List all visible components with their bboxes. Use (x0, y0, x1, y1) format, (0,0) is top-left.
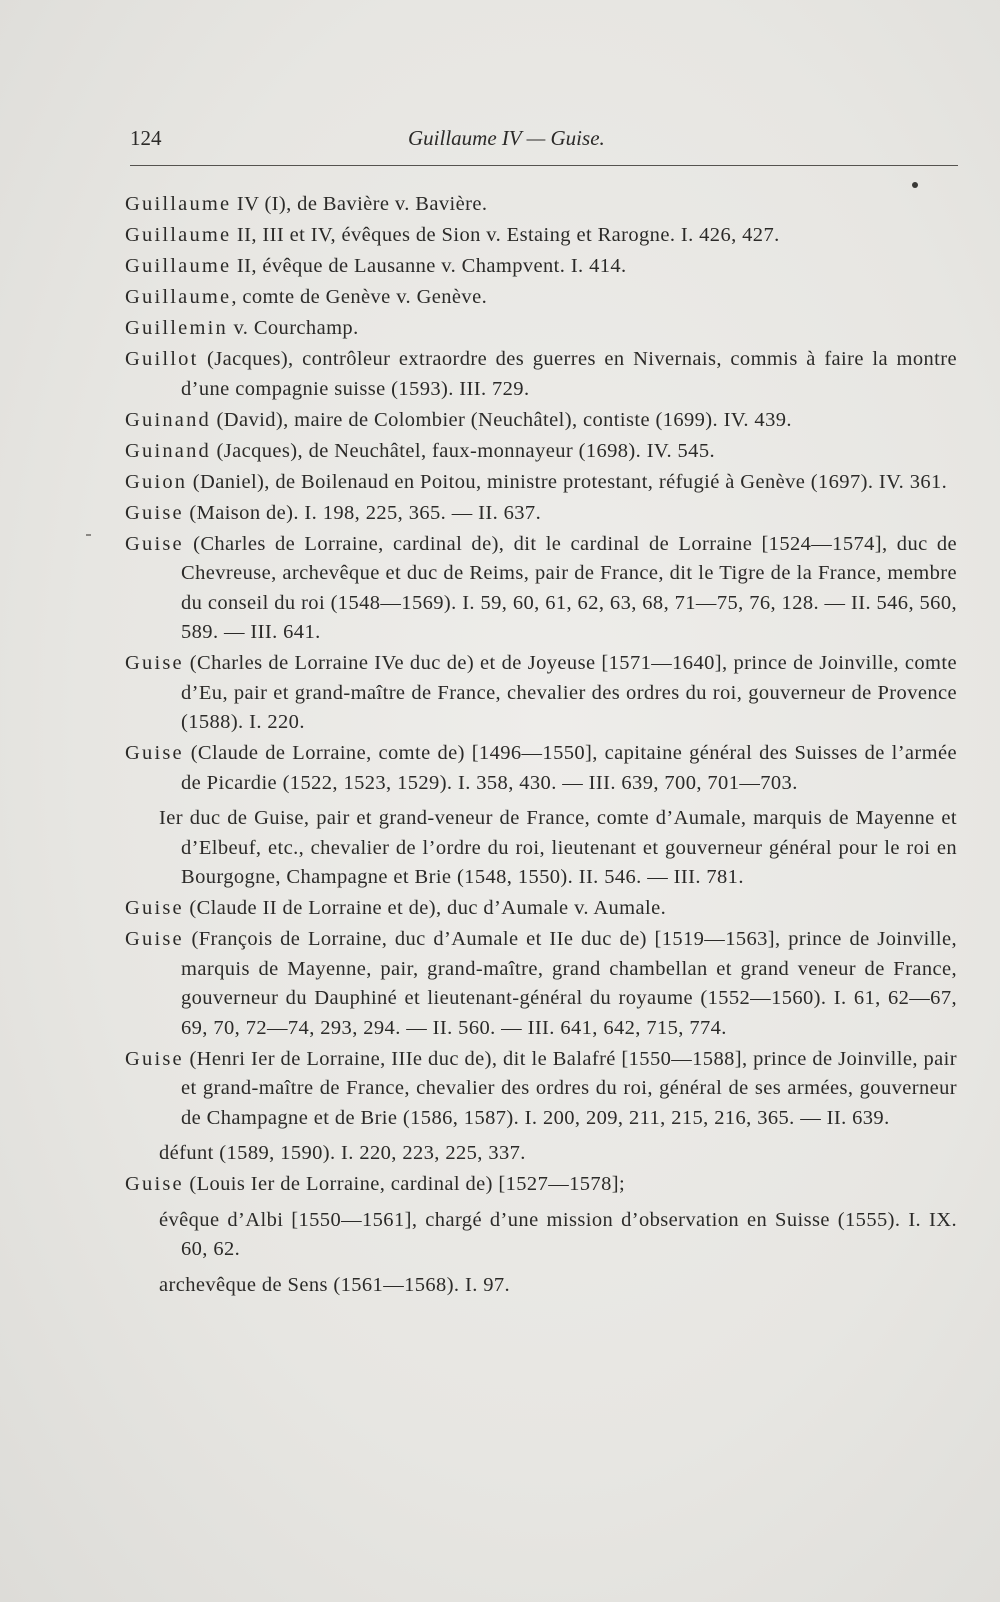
index-entry (125, 314, 957, 344)
page-number: 124 (130, 126, 162, 150)
entry-text: évêque d’Albi [1550—1561], chargé d’une mission d’observation en Suisse (1555). I. IX. 60, 62. (159, 1208, 957, 1260)
index-entry (125, 437, 957, 467)
entry-text: défunt (1589, 1590). I. 220, 223, 225, 337. (159, 1142, 526, 1164)
entry-text: , comte de Genève v. Genève. (231, 286, 488, 308)
entry-text: v. Courchamp. (227, 317, 359, 339)
entry-text: (Charles de Lorraine IVe duc de) et de Joyeuse [1571—1640], prince de Joinville, comte d’Eu, pair et grand-maître de France, chevalier des ordres du roi, gouverneur de Provence (1588). I. 220. (181, 652, 957, 733)
index-entry (125, 499, 957, 529)
index-entry (125, 252, 957, 282)
entry-name: Guise (125, 1047, 184, 1070)
index-entry (125, 925, 957, 1043)
entry-name: Guise (125, 928, 184, 950)
entry-text: (Louis Ier de Lorraine, cardinal de) [1527—1578]; (183, 1173, 626, 1195)
entry-text: II, III et IV, évêques de Sion v. Estaing et Rarogne. I. 426, 427. (231, 224, 780, 246)
entry-text: II, évêque de Lausanne v. Champvent. I. 414. (231, 255, 627, 277)
index-entry (125, 1045, 957, 1134)
index-subentry (125, 1271, 957, 1301)
entry-text: IV (I), de Bavière v. Bavière. (231, 193, 488, 215)
entry-name: Guillaume (125, 224, 232, 246)
entry-text: Ier duc de Guise, pair et grand-veneur de France, comte d’Aumale, marquis de Mayenne et d’Elbeuf, etc., chevalier de l’ordre du roi, lieutenant et gouverneur général pour le roi en Bourgogne, Champagne et Brie (1548, 1550). II. 546. — III. 781. (159, 807, 957, 888)
entry-text: (Claude de Lorraine, comte de) [1496—1550], capitaine général des Suisses de l’armée de Picardie (1522, 1523, 1529). I. 358, 430. — III. 639, 700, 701—703. (181, 742, 957, 794)
index-entry (125, 221, 957, 251)
entry-name: Guinand (125, 439, 211, 462)
index-entries (125, 190, 957, 1302)
running-title: Guillaume IV — Guise. (408, 126, 605, 150)
entry-name: Guinand (125, 408, 211, 431)
entry-name: Guillot (125, 348, 199, 370)
entry-text: (Daniel), de Boilenaud en Poitou, ministre protestant, réfugié à Genève (1697). IV. 361. (187, 470, 948, 493)
entry-name: Guise (125, 1173, 184, 1195)
entry-name: Guise (125, 501, 184, 524)
index-entry (125, 649, 957, 738)
entry-text: (Claude II de Lorraine et de), duc d’Aumale v. Aumale. (183, 897, 667, 919)
entry-text: (Jacques), de Neuchâtel, faux-monnayeur (1698). IV. 545. (211, 439, 716, 462)
entry-text: (Henri Ier de Lorraine, IIIe duc de), dit le Balafré [1550—1588], prince de Joinville, pair et grand-maître de France, chevalier des ordres du roi, général de ses armées, gouverneur de Champagne et de Brie (1586, 1587). I. 200, 209, 211, 215, 216, 365. — II. 639. (181, 1047, 957, 1129)
entry-text: (François de Lorraine, duc d’Aumale et IIe duc de) [1519—1563], prince de Joinville, marquis de Mayenne, pair, grand-maître, grand chambellan et grand veneur de France, gouverneur du Dauphiné et lieutenant-général du royaume (1552—1560). I. 61, 62—67, 69, 70, 72—74, 293, 294. — II. 560. — III. 641, 642, 715, 774. (181, 928, 957, 1039)
entry-text: (Jacques), contrôleur extraordre des guerres en Nivernais, commis à faire la montre d’une compagnie suisse (1593). III. 729. (181, 348, 957, 400)
index-entry (125, 530, 957, 648)
index-entry (125, 283, 957, 313)
index-entry (125, 739, 957, 798)
header-rule (130, 165, 958, 166)
entry-text: (Maison de). I. 198, 225, 365. — II. 637. (183, 501, 542, 524)
entry-name: Guillaume (125, 193, 232, 215)
index-subentry (125, 1139, 957, 1169)
entry-text: (David), maire de Colombier (Neuchâtel), contiste (1699). IV. 439. (211, 408, 792, 431)
index-subentry (125, 1206, 957, 1265)
entry-name: Guise (125, 897, 184, 919)
margin-mark (86, 534, 91, 536)
entry-name: Guise (125, 652, 184, 674)
entry-name: Guise (125, 532, 184, 555)
index-entry (125, 345, 957, 404)
entry-text: archevêque de Sens (1561—1568). I. 97. (159, 1273, 511, 1296)
entry-name: Guillaume (125, 286, 232, 308)
page-header (130, 126, 960, 156)
entry-name: Guillaume (125, 255, 232, 277)
ink-speck (912, 182, 918, 188)
index-entry (125, 406, 957, 436)
entry-name: Guillemin (125, 317, 228, 339)
entry-name: Guion (125, 470, 188, 493)
index-subentry (125, 804, 957, 893)
index-entry (125, 190, 957, 220)
entry-text: (Charles de Lorraine, cardinal de), dit le cardinal de Lorraine [1524—1574], duc de Chevreuse, archevêque et duc de Reims, pair de France, dit le Tigre de la France, membre du conseil du roi (1548—1569). I. 59, 60, 61, 62, 63, 68, 71—75, 76, 128. — II. 546, 560, 589. — III. 641. (181, 532, 957, 643)
entry-name: Guise (125, 742, 184, 764)
index-entry (125, 1170, 957, 1200)
index-entry (125, 468, 957, 498)
index-entry (125, 894, 957, 924)
